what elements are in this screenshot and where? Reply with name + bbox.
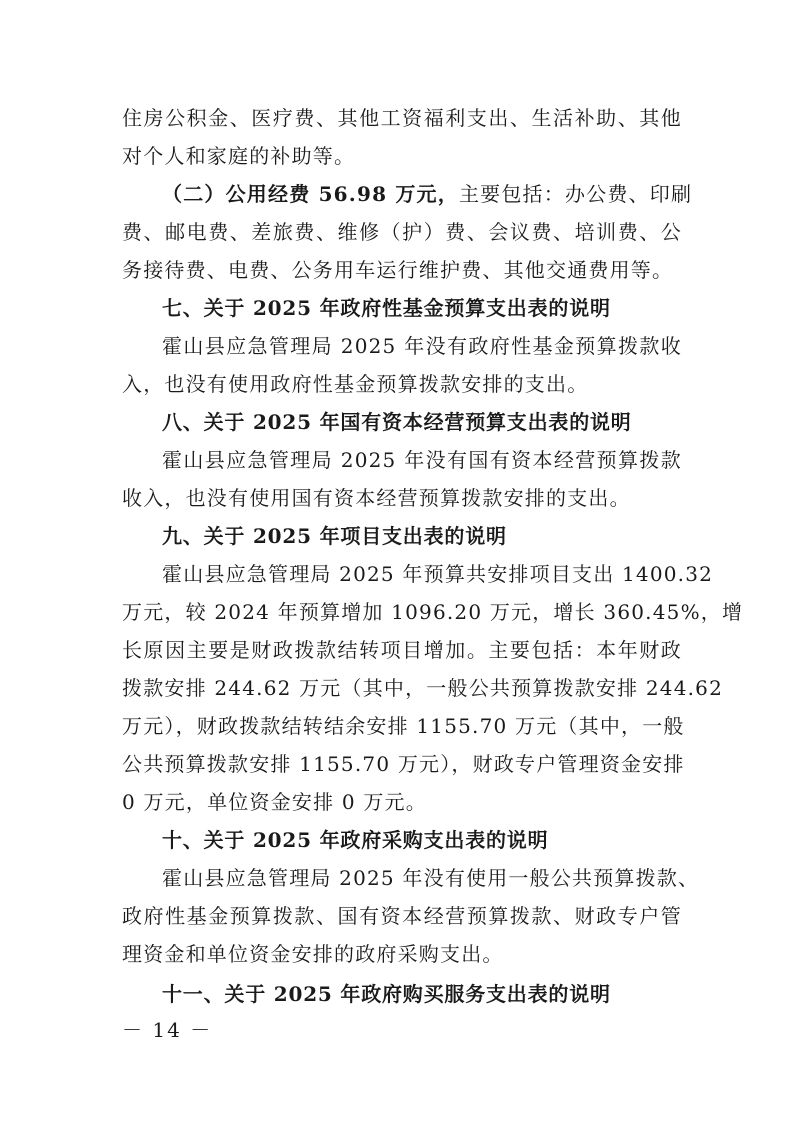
page-number: － 14 － bbox=[122, 1018, 213, 1042]
paragraph-line: 费、邮电费、差旅费、维修（护）费、会议费、培训费、公 bbox=[122, 220, 682, 244]
paragraph-line: 万元），财政拨款结转结余安排 1155.70 万元（其中，一般 bbox=[122, 714, 685, 738]
section-heading-9: 九、关于 2025 年项目支出表的说明 bbox=[162, 524, 507, 548]
paragraph-line: 万元，较 2024 年预算增加 1096.20 万元，增长 360.45%，增 bbox=[122, 600, 744, 624]
paragraph-line: 公共预算拨款安排 1155.70 万元），财政专户管理资金安排 bbox=[122, 752, 685, 776]
paragraph-line: 0 万元，单位资金安排 0 万元。 bbox=[122, 790, 427, 814]
paragraph-line: 霍山县应急管理局 2025 年没有政府性基金预算拨款收 bbox=[162, 334, 682, 358]
public-expense-label: （二）公用经费 56.98 万元， bbox=[162, 182, 459, 206]
section-heading-7: 七、关于 2025 年政府性基金预算支出表的说明 bbox=[162, 296, 611, 320]
paragraph-line: 霍山县应急管理局 2025 年没有国有资本经营预算拨款 bbox=[162, 448, 682, 472]
paragraph-line: 霍山县应急管理局 2025 年预算共安排项目支出 1400.32 bbox=[162, 562, 714, 586]
paragraph-line: 长原因主要是财政拨款结转项目增加。主要包括：本年财政 bbox=[122, 638, 682, 662]
section-heading-10: 十、关于 2025 年政府采购支出表的说明 bbox=[162, 828, 549, 852]
section-heading-8: 八、关于 2025 年国有资本经营预算支出表的说明 bbox=[162, 410, 632, 434]
paragraph-line: 拨款安排 244.62 万元（其中，一般公共预算拨款安排 244.62 bbox=[122, 676, 724, 700]
paragraph-line: 住房公积金、医疗费、其他工资福利支出、生活补助、其他 bbox=[122, 106, 682, 130]
paragraph-line: 入，也没有使用政府性基金预算拨款安排的支出。 bbox=[122, 372, 589, 396]
section-heading-11: 十一、关于 2025 年政府购买服务支出表的说明 bbox=[162, 982, 611, 1006]
paragraph-line: 霍山县应急管理局 2025 年没有使用一般公共预算拨款、 bbox=[162, 866, 700, 890]
paragraph-line: 务接待费、电费、公务用车运行维护费、其他交通费用等。 bbox=[122, 258, 674, 282]
public-expense-rest: 主要包括：办公费、印刷 bbox=[458, 182, 693, 206]
paragraph-line: 收入，也没有使用国有资本经营预算拨款安排的支出。 bbox=[122, 486, 631, 510]
paragraph-line: 政府性基金预算拨款、国有资本经营预算拨款、财政专户管 bbox=[122, 904, 682, 928]
paragraph-line: 对个人和家庭的补助等。 bbox=[122, 144, 356, 168]
public-expense-line bbox=[162, 180, 693, 208]
paragraph-line: 理资金和单位资金安排的政府采购支出。 bbox=[122, 942, 504, 966]
